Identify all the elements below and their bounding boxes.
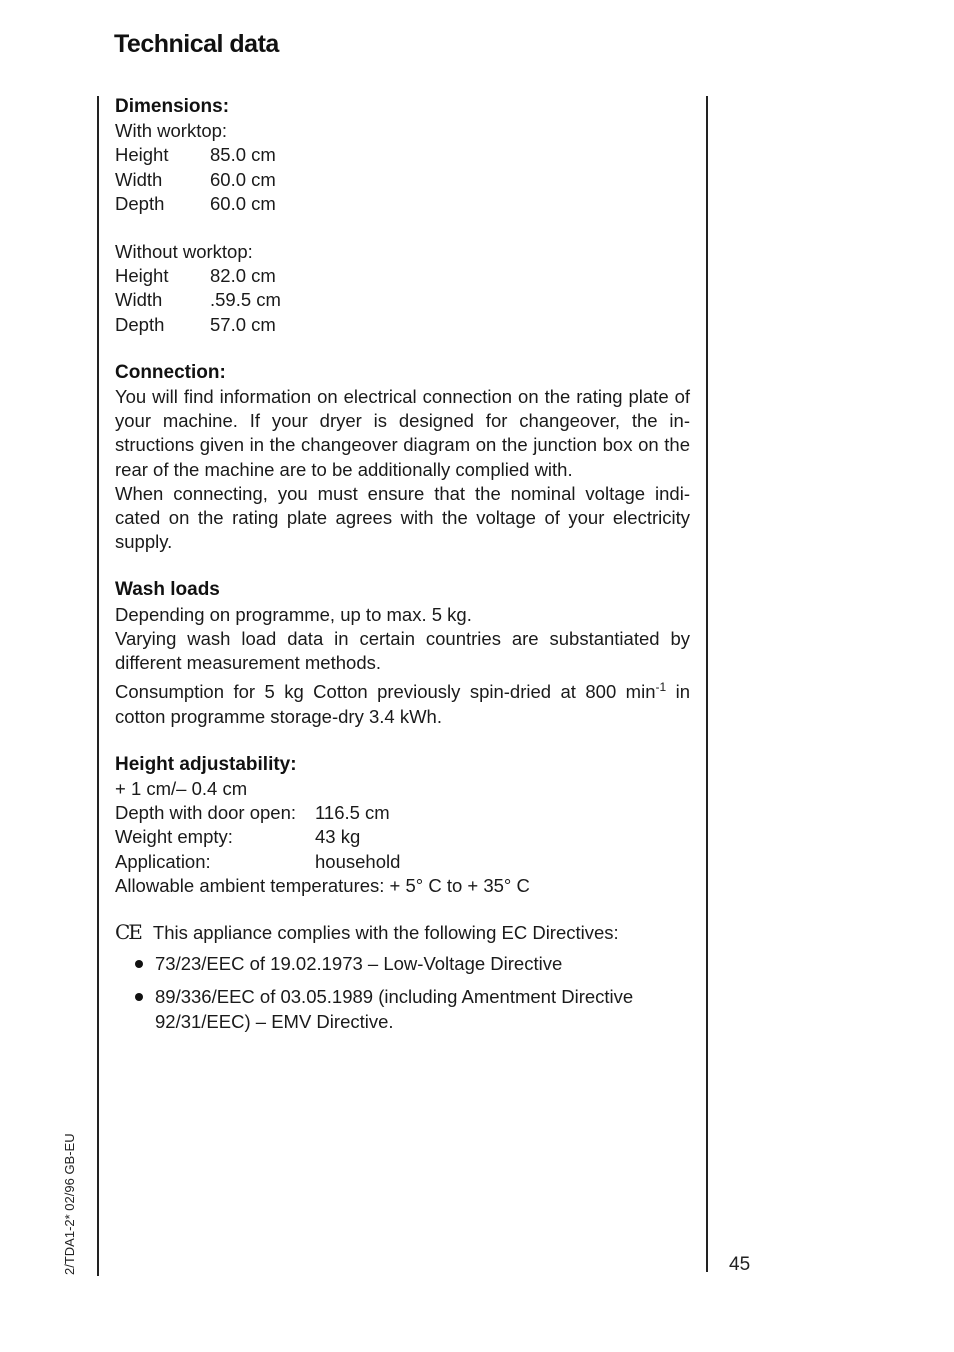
dim-row — [115, 168, 690, 192]
dim-row — [115, 313, 690, 337]
dimensions-heading: Dimensions: — [115, 96, 230, 117]
wash-loads-section — [115, 578, 690, 728]
list-item — [155, 951, 690, 976]
dim-label: Depth — [115, 192, 165, 214]
dim-row — [115, 288, 690, 312]
connection-paragraph: When connecting, you must ensure that the nominal voltage indi-cated on the rating plate agrees with the voltage of your electricity supply. — [115, 482, 690, 553]
directive-text: 89/336/EEC of 03.05.1989 (including Amentment Directive 92/31/EEC) – EMV Directive. — [155, 986, 634, 1033]
list-item — [155, 984, 690, 1034]
spec-row — [115, 801, 690, 825]
spec-label: Weight empty: — [115, 826, 233, 848]
without-worktop-label: Without worktop: — [115, 241, 253, 263]
bullet-icon — [135, 960, 143, 968]
dim-label: Depth — [115, 313, 165, 335]
dim-label: Width — [115, 289, 163, 311]
dim-value: 60.0 cm — [210, 192, 276, 214]
consumption-text: in cotton programme storage-dry 3.4 kWh. — [115, 681, 690, 727]
spec-row — [115, 850, 690, 874]
left-margin-rule — [97, 96, 99, 1276]
dim-value: 57.0 cm — [210, 313, 276, 335]
spec-value: 116.5 cm — [315, 802, 390, 824]
dim-label: Height — [115, 265, 169, 287]
height-range: + 1 cm/– 0.4 cm — [115, 778, 248, 800]
directive-list — [115, 951, 690, 1034]
wash-loads-line: Depending on programme, up to max. 5 kg. — [115, 603, 472, 625]
dim-value: 85.0 cm — [210, 144, 276, 166]
connection-heading: Connection: — [115, 361, 226, 383]
spec-row — [115, 825, 690, 849]
dim-label: Width — [115, 168, 163, 190]
ce-statement: This appliance complies with the following EC Directives: — [152, 922, 619, 944]
consumption-line — [115, 675, 690, 729]
connection-section — [115, 361, 690, 555]
wash-loads-line: Varying wash load data in certain countries are substantiated by different measurement methods. — [115, 627, 690, 674]
content-column — [115, 95, 690, 1042]
wash-loads-heading: Wash loads — [115, 579, 220, 601]
ambient-temperatures: Allowable ambient temperatures: + 5° C to + 35° C — [115, 874, 530, 896]
dimensions-section — [115, 95, 690, 337]
dim-row — [115, 192, 690, 216]
right-margin-rule — [706, 96, 708, 1272]
spec-value: household — [315, 850, 401, 872]
page-number: 45 — [729, 1254, 751, 1275]
page-title: Technical data — [114, 30, 279, 58]
bullet-icon — [135, 993, 143, 1001]
dim-value: .59.5 cm — [210, 289, 281, 311]
dim-row — [115, 143, 690, 167]
directive-text: 73/23/EEC of 19.02.1973 – Low-Voltage Directive — [155, 953, 563, 975]
ce-mark-icon: CE — [115, 920, 141, 945]
height-adjustability-heading: Height adjustability: — [115, 753, 297, 775]
spec-label: Depth with door open: — [115, 802, 297, 824]
consumption-text: Consumption for 5 kg Cotton previously spin-dried at 800 min — [115, 681, 656, 703]
ce-section — [115, 920, 690, 1034]
spec-value: 43 kg — [315, 826, 361, 848]
ce-statement-line — [115, 920, 690, 945]
height-adjustability-section — [115, 753, 690, 898]
with-worktop-label: With worktop: — [115, 120, 228, 142]
dim-value: 82.0 cm — [210, 265, 276, 287]
dim-row — [115, 264, 690, 288]
document-code: 2/TDA1-2* 02/96 GB-EU — [62, 1133, 77, 1275]
consumption-exponent: -1 — [655, 680, 667, 695]
dim-value: 60.0 cm — [210, 168, 276, 190]
spec-label: Application: — [115, 850, 211, 872]
connection-paragraph: You will find information on electrical connection on the rating plate of your machine. If your dryer is designed for changeover, the in-structions given in the changeover diagram on the junction box on the rear of the machine are to be additionally complied with. — [115, 386, 690, 480]
dim-label: Height — [115, 144, 169, 166]
